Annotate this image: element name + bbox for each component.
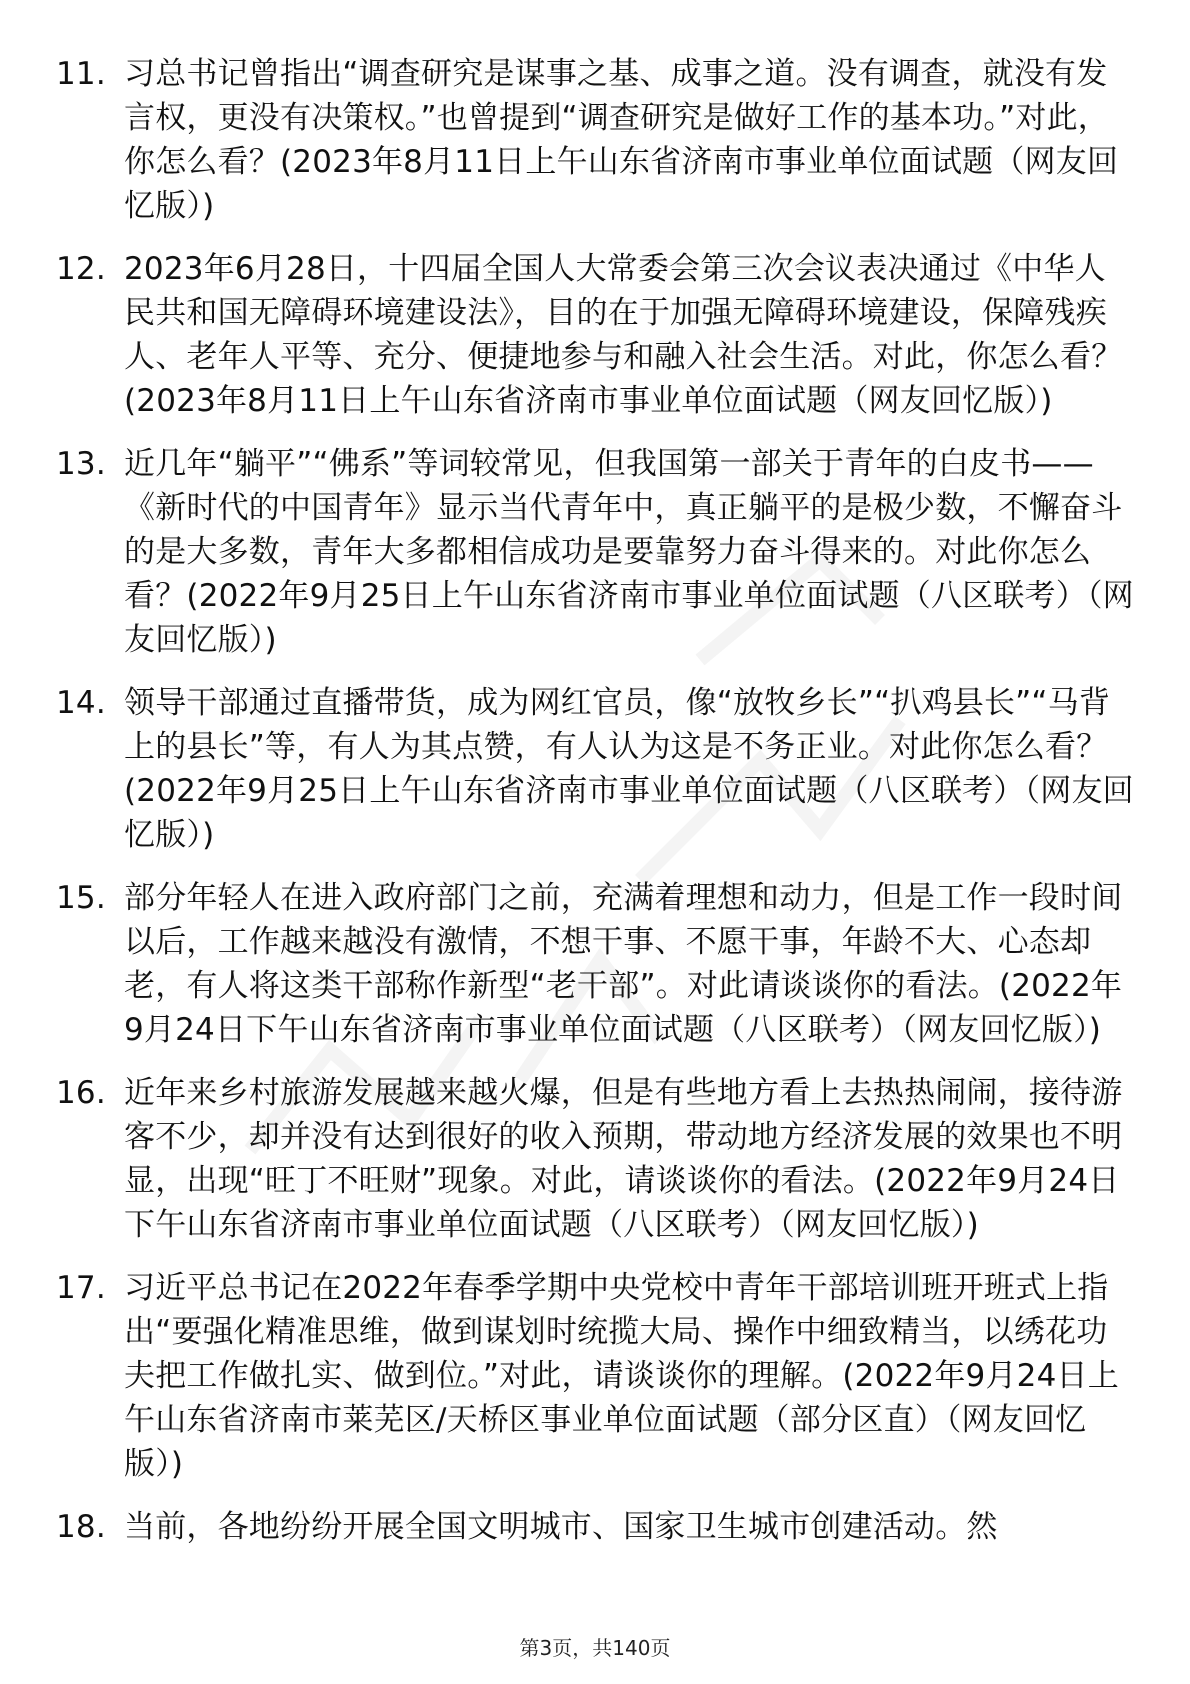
question-text: 当前，各地纷纷开展全国文明城市、国家卫生城市创建活动。然 (124, 1509, 998, 1545)
question-item (56, 1266, 1136, 1486)
question-item (56, 1071, 1136, 1247)
question-text: 习近平总书记在2022年春季学期中央党校中青年干部培训班开班式上指出“要强化精准思维，做到谋划时统揽大局、操作中细致精当，以绣花功夫把工作做扎实、做到位。”对此，请谈谈你的理解。(2022年9月24日上午山东省济南市莱芜区/天桥区事业单位面试题（部分区直）（网友回忆版）) (124, 1270, 1119, 1482)
question-item (56, 876, 1136, 1052)
question-list (56, 52, 1136, 1568)
question-text: 习总书记曾指出“调查研究是谋事之基、成事之道。没有调查，就没有发言权，更没有决策权。”也曾提到“调查研究是做好工作的基本功。”对此，你怎么看？(2023年8月11日上午山东省济南市事业单位面试题（网友回忆版）) (124, 56, 1119, 224)
page-number-footer: 第3页，共140页 (519, 1636, 671, 1660)
question-item (56, 247, 1136, 423)
question-number: 17. (56, 1270, 106, 1306)
question-text: 2023年6月28日，十四届全国人大常委会第三次会议表决通过《中华人民共和国无障碍环境建设法》，目的在于加强无障碍环境建设，保障残疾人、老年人平等、充分、便捷地参与和融入社会生活。对此，你怎么看？(2023年8月11日上午山东省济南市事业单位面试题（网友回忆版）) (124, 251, 1123, 419)
question-text: 近年来乡村旅游发展越来越火爆，但是有些地方看上去热热闹闹，接待游客不少，却并没有达到很好的收入预期，带动地方经济发展的效果也不明显，出现“旺丁不旺财”现象。对此，请谈谈你的看法。(2022年9月24日下午山东省济南市事业单位面试题（八区联考）（网友回忆版）) (124, 1075, 1123, 1243)
question-text: 部分年轻人在进入政府部门之前，充满着理想和动力，但是工作一段时间以后，工作越来越没有激情，不想干事、不愿干事，年龄不大、心态却老，有人将这类干部称作新型“老干部”。对此请谈谈你的看法。(2022年9月24日下午山东省济南市事业单位面试题（八区联考）（网友回忆版）) (124, 880, 1123, 1048)
question-number: 16. (56, 1075, 106, 1111)
question-text: 领导干部通过直播带货，成为网红官员，像“放牧乡长”“扒鸡县长”“马背上的县长”等，有人为其点赞，有人认为这是不务正业。对此你怎么看？(2022年9月25日上午山东省济南市事业单位面试题（八区联考）（网友回忆版）) (124, 685, 1134, 853)
question-number: 11. (56, 56, 106, 92)
question-number: 12. (56, 251, 106, 287)
question-item (56, 1505, 1136, 1549)
question-item (56, 442, 1136, 662)
question-number: 15. (56, 880, 106, 916)
question-text: 近几年“躺平”“佛系”等词较常见，但我国第一部关于青年的白皮书——《新时代的中国青年》显示当代青年中，真正躺平的是极少数，不懈奋斗的是大多数，青年大多都相信成功是要靠努力奋斗得来的。对此你怎么看？(2022年9月25日上午山东省济南市事业单位面试题（八区联考）（网友回忆版）) (124, 446, 1134, 658)
question-item (56, 52, 1136, 228)
question-number: 14. (56, 685, 106, 721)
question-number: 13. (56, 446, 106, 482)
question-item (56, 681, 1136, 857)
question-number: 18. (56, 1509, 106, 1545)
